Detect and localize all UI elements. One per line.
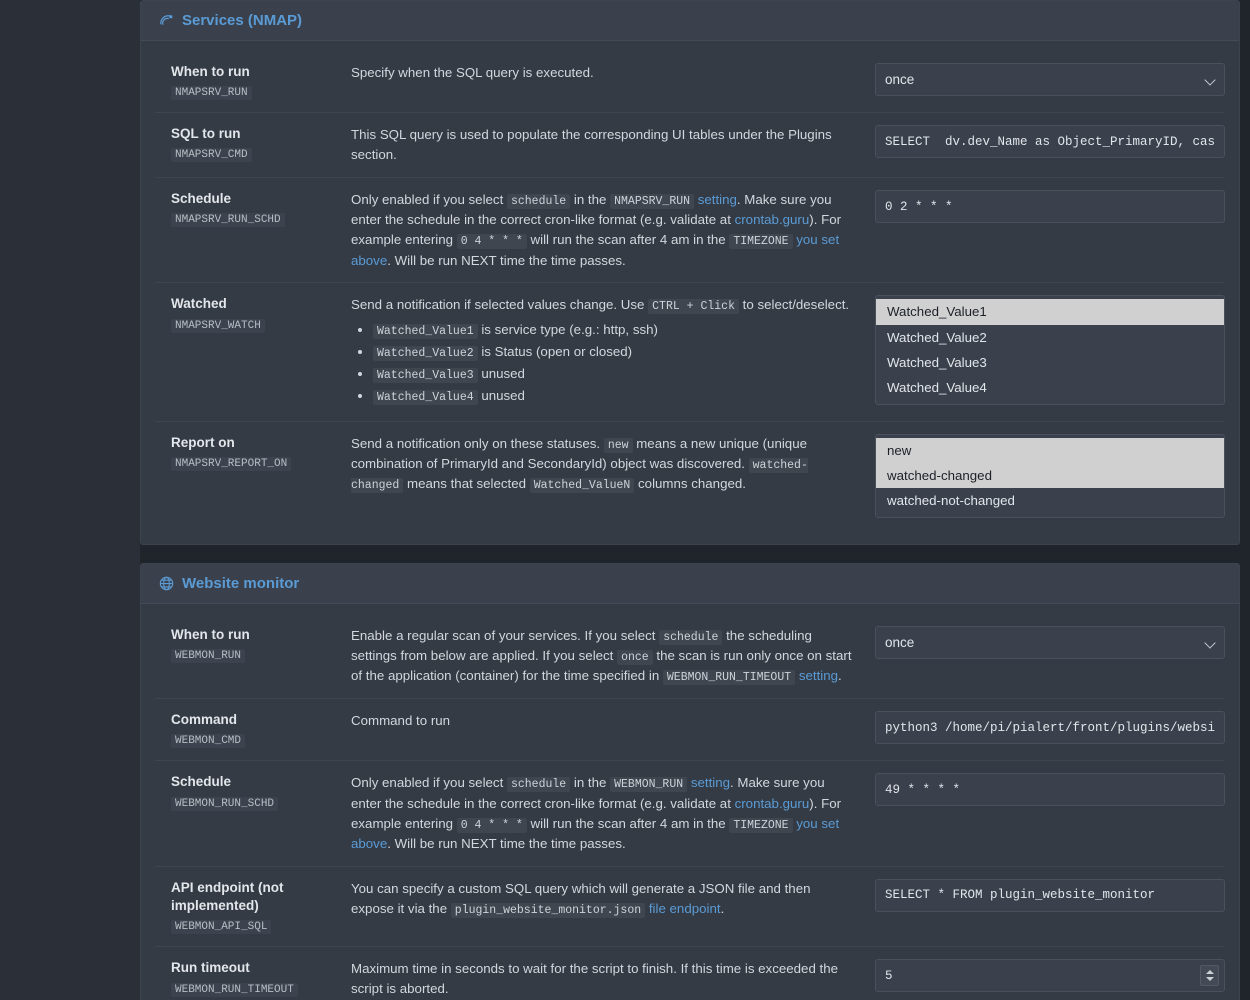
setting-key: NMAPSRV_CMD: [171, 148, 252, 162]
setting-control: [875, 626, 1225, 659]
panel-body: [141, 41, 1239, 544]
globe-icon: [159, 576, 174, 591]
setting-title: When to run: [171, 64, 250, 79]
setting-label-cell: [155, 879, 350, 934]
setting-label-cell: [155, 959, 350, 996]
listbox-option[interactable]: watched-changed: [876, 463, 1224, 488]
panel-title: Website monitor: [182, 574, 300, 592]
setting-title: Watched: [171, 296, 227, 312]
setting-key: WEBMON_CMD: [171, 734, 245, 748]
setting-description: Specify when the SQL query is executed.: [351, 65, 594, 80]
setting-control: [875, 879, 1225, 912]
setting-description: Command to run: [351, 713, 451, 729]
listbox-option[interactable]: Watched_Value3: [887, 355, 987, 370]
setting-title: SQL to run: [171, 126, 241, 142]
setting-row-report-on: [155, 422, 1225, 530]
watched-listbox[interactable]: [875, 295, 1225, 404]
setting-title: API endpoint (not implemented): [171, 879, 284, 914]
when-to-run-select[interactable]: [875, 63, 1225, 96]
listbox-option[interactable]: Watched_Value2: [887, 329, 987, 345]
setting-row-schedule: [155, 178, 1225, 283]
setting-description: You can specify a custom SQL query which will generate a JSON file and then expose it via the plugin_website_monitor.json file endpoint.: [351, 880, 811, 917]
setting-description: Only enabled if you select schedule in the NMAPSRV_RUN setting. Make sure you enter the schedule in the correct cron-like format (e.g. validate at crontab.guru). For example entering 0 4 * * * will run the scan after 4 am in the TIMEZONE you set above. Will be run NEXT time the time passes.: [351, 192, 842, 268]
setting-label-cell: [155, 434, 350, 471]
setting-title: Schedule: [171, 191, 232, 207]
number-spinner[interactable]: [1200, 965, 1219, 986]
sidebar-rail: [0, 0, 140, 1000]
report-on-listbox[interactable]: [875, 434, 1225, 518]
setting-row-when-to-run: [155, 614, 1225, 700]
setting-title: When to run: [171, 626, 250, 642]
panel-nmap: [140, 0, 1240, 545]
setting-row-schedule: [155, 761, 1225, 866]
setting-control: [875, 295, 1225, 404]
panel-header: [141, 1, 1239, 41]
setting-label-cell: [155, 63, 350, 100]
setting-title: Command: [171, 712, 238, 728]
panel-body: [141, 604, 1239, 1000]
command-input[interactable]: [875, 711, 1225, 744]
setting-key: NMAPSRV_WATCH: [171, 319, 265, 333]
setting-label-cell: [155, 773, 350, 810]
setting-key: NMAPSRV_REPORT_ON: [171, 457, 291, 471]
setting-key: WEBMON_RUN_SCHD: [171, 797, 278, 811]
setting-description: Send a notification only on these statuses. new means a new unique (unique combination of PrimaryId and SecondaryId) object was discovered. watched-changed means that selected Watched_ValueN columns changed.: [351, 435, 808, 493]
setting-row-run-timeout: [155, 947, 1225, 1000]
setting-row-when-to-run: [155, 51, 1225, 113]
api-endpoint-input[interactable]: [875, 879, 1225, 912]
setting-row-watched: [155, 283, 1225, 421]
setting-title: Report on: [171, 434, 235, 450]
panel-header: [141, 564, 1239, 604]
setting-description: Send a notification if selected values change. Use CTRL + Click to select/deselect. • Watched_Value1 is service type (e.g.: http, ssh) • Watched_Value2 is Status (open or closed) • Watched_Value3 unused • Watched_Value4 unused: [350, 295, 875, 408]
setting-title: Run timeout: [171, 960, 250, 976]
setting-label-cell: [155, 626, 350, 663]
description-list: • Watched_Value1 is service type (e.g.: http, ssh) • Watched_Value2 is Status (open or closed) • Watched_Value3 unused • Watched_Value4 unused: [351, 320, 853, 407]
radar-icon: [159, 13, 174, 28]
setting-control: [875, 63, 1225, 96]
panel-website-monitor: [140, 563, 1240, 1000]
setting-row-command: [155, 699, 1225, 761]
setting-control: [875, 434, 1225, 518]
sql-to-run-input[interactable]: [875, 125, 1225, 158]
setting-key: WEBMON_RUN_TIMEOUT: [171, 983, 298, 997]
setting-control: [875, 959, 1225, 992]
setting-control: [875, 773, 1225, 806]
setting-label-cell: [155, 711, 350, 748]
setting-description: Only enabled if you select schedule in the WEBMON_RUN setting. Make sure you enter the schedule in the correct cron-like format (e.g. validate at crontab.guru). For example entering 0 4 * * * will run the scan after 4 am in the TIMEZONE you set above. Will be run NEXT time the time passes.: [351, 775, 842, 851]
schedule-input[interactable]: [875, 190, 1225, 223]
listbox-option[interactable]: Watched_Value4: [887, 380, 987, 396]
setting-key: WEBMON_RUN: [171, 649, 245, 663]
setting-description: This SQL query is used to populate the corresponding UI tables under the Plugins section.: [351, 127, 832, 163]
setting-key: NMAPSRV_RUN: [171, 86, 252, 100]
setting-description: Enable a regular scan of your services. If you select schedule the scheduling settings from below are applied. If you select once the scan is run only once on start of the application (container) for the time specified in WEBMON_RUN_TIMEOUT setting.: [351, 627, 852, 685]
setting-control: [875, 125, 1225, 158]
setting-label-cell: [155, 190, 350, 227]
setting-label-cell: [155, 295, 350, 332]
setting-label-cell: [155, 125, 350, 162]
settings-sections: [140, 0, 1240, 1000]
listbox-option[interactable]: new: [876, 438, 1224, 463]
run-timeout-input[interactable]: [875, 959, 1225, 992]
panel-title: Services (NMAP): [182, 12, 303, 29]
setting-key: NMAPSRV_RUN_SCHD: [171, 213, 285, 227]
setting-control: [875, 711, 1225, 744]
setting-key: WEBMON_API_SQL: [171, 920, 271, 934]
setting-row-api-endpoint: [155, 867, 1225, 947]
listbox-option[interactable]: Watched_Value1: [876, 299, 1224, 324]
setting-description: Maximum time in seconds to wait for the script to finish. If this time is exceeded the script is aborted.: [351, 961, 839, 997]
setting-row-sql-to-run: [155, 113, 1225, 178]
setting-title: Schedule: [171, 774, 232, 790]
listbox-option[interactable]: watched-not-changed: [887, 493, 1015, 509]
schedule-input[interactable]: [875, 773, 1225, 806]
setting-control: [875, 190, 1225, 223]
when-to-run-select[interactable]: [875, 626, 1225, 659]
